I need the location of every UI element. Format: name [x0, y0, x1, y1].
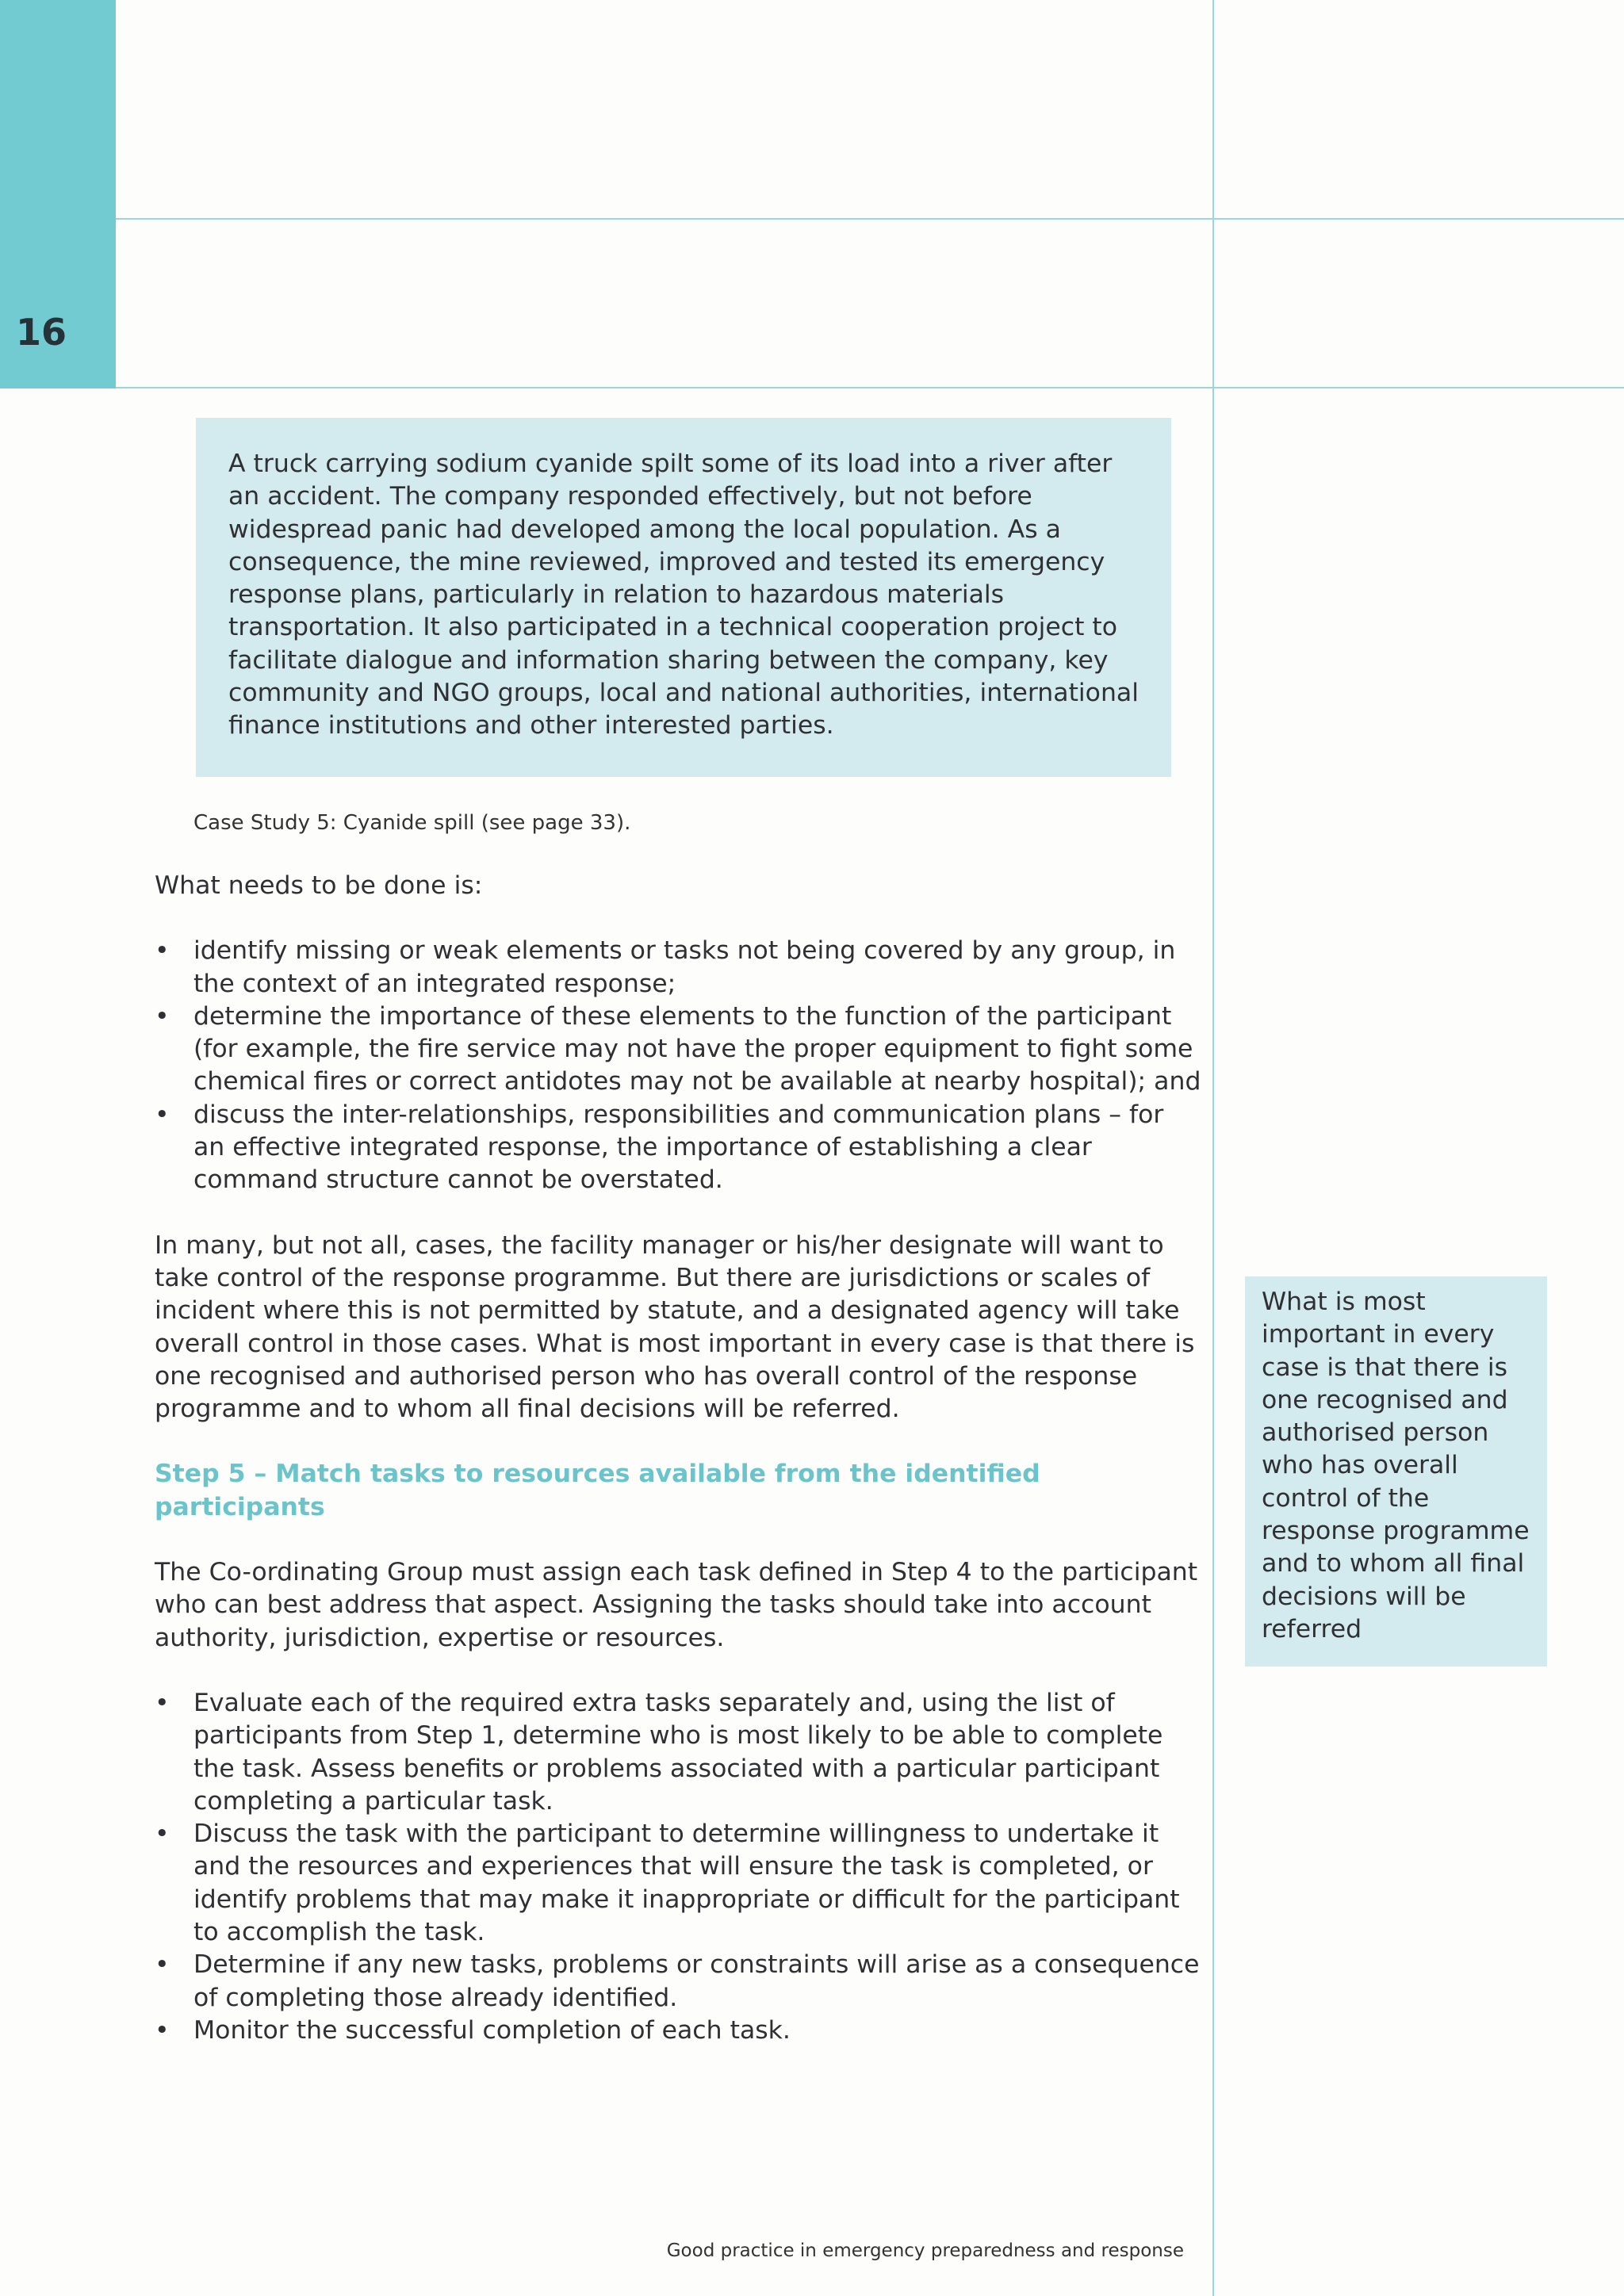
task-list	[155, 1687, 1201, 2047]
assign-paragraph: The Co-ordinating Group must assign each task defined in Step 4 to the participant who can best address that aspect. Assigning the tasks should take into account authority, jurisdiction, expertise or resources.	[155, 1558, 1198, 1652]
intro-text: What needs to be done is:	[155, 871, 483, 900]
case-study-box	[196, 418, 1171, 777]
case-study-caption: Case Study 5: Cyanide spill (see page 33).	[193, 811, 631, 835]
margin-divider	[1212, 0, 1214, 2296]
case-study-text: A truck carrying sodium cyanide spilt some of its load into a river after an accident. The company responded effectively, but not before widespread panic had developed among the local population. As a consequence, the mine reviewed, improved and tested its emergency response plans, particularly in relation to hazardous materials transportation. It also participated in a technical cooperation project to facilitate dialogue and information sharing between the company, key community and NGO groups, local and national authorities, international finance institutions and other interested parties.	[228, 450, 1139, 740]
list-item: • determine the importance of these elements to the function of the participant (for example, the fire service may not have the proper equipment to fight some chemical fires or correct antidotes may not be available at nearby hospital); and	[155, 1001, 1201, 1099]
list-item: • identify missing or weak elements or tasks not being covered by any group, in the context of an integrated response;	[155, 935, 1201, 1001]
list-item: • Discuss the task with the participant to determine willingness to undertake it and the resources and experiences that will ensure the task is completed, or identify problems that may make it inappropriate or difficult for the participant to accomplish the task.	[155, 1818, 1201, 1949]
pull-quote-box	[1245, 1276, 1547, 1667]
list-item: • Monitor the successful completion of each task.	[155, 2015, 1201, 2047]
list-item: • Determine if any new tasks, problems or constraints will arise as a consequence of completing those already identified.	[155, 1949, 1201, 2015]
main-column	[155, 870, 1201, 2047]
footer-title: Good practice in emergency preparedness and response	[666, 2241, 1184, 2261]
step5-heading: Step 5 – Match tasks to resources available from the identified participants	[155, 1460, 1040, 1521]
control-paragraph: In many, but not all, cases, the facility manager or his/her designate will want to take control of the response programme. But there are jurisdictions or scales of incident where this is not permitted by statute, and a designated agency will take overall control in those cases. What is most important in every case is that there is one recognised and authorised person who has overall control of the response programme and to whom all final decisions will be referred.	[155, 1230, 1195, 1424]
list-item: • Evaluate each of the required extra tasks separately and, using the list of participants from Step 1, determine who is most likely to be able to complete the task. Assess benefits or problems associated with a particular participant completing a particular task.	[155, 1687, 1201, 1818]
list-item: • discuss the inter-relationships, responsibilities and communication plans – for an effective integrated response, the importance of establishing a clear command structure cannot be overstated.	[155, 1099, 1201, 1197]
needs-list	[155, 935, 1201, 1196]
page-number: 16	[16, 311, 67, 354]
header-rule-bottom	[116, 387, 1624, 388]
header-rule-top	[116, 218, 1624, 220]
pull-quote-text: What is most important in every case is that there is one recognised and authorised person who has overall control of the response programme and to whom all final decisions will be referred	[1262, 1288, 1530, 1644]
